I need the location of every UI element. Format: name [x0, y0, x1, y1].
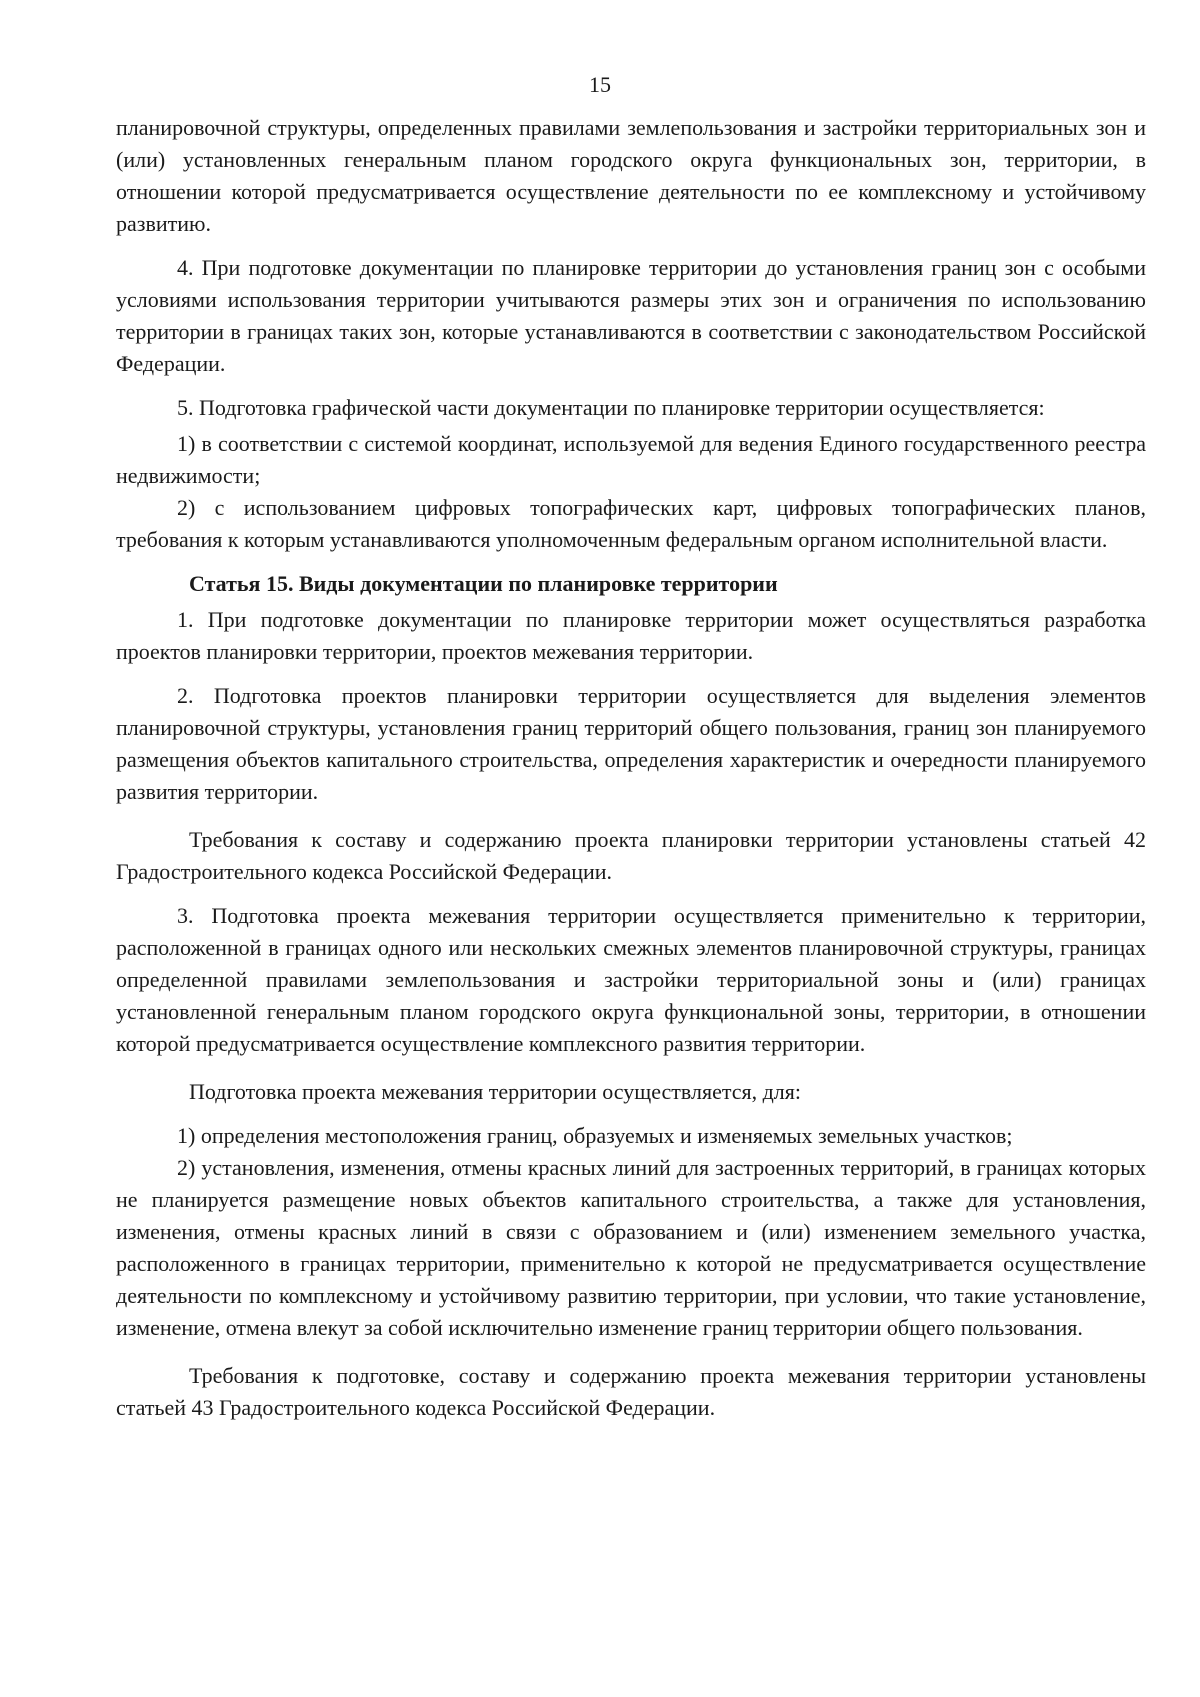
list-item-1: 1) в соответствии с системой координат, используемой для ведения Единого государственного реестра недвижимости;: [116, 431, 1146, 488]
list-item-2: 2) с использованием цифровых топографических карт, цифровых топографических планов, требования к которым устанавливаются уполномоченным федеральным органом исполнительной власти.: [116, 495, 1146, 552]
paragraph-item-5: 5. Подготовка графической части документации по планировке территории осуществляется:: [177, 395, 1045, 420]
requirements-surveying-project: Требования к подготовке, составу и содержанию проекта межевания территории установлены статьей 43 Градостроительного кодекса Российской Федерации.: [116, 1363, 1146, 1420]
paragraph-item-4: 4. При подготовке документации по планировке территории до установления границ зон с особыми условиями использования территории учитываются размеры этих зон и ограничения по использованию территории в границах таких зон, которые устанавливаются в соответствии с законодательством Российской Федерации.: [116, 255, 1146, 376]
paragraph-continuation: планировочной структуры, определенных правилами землепользования и застройки территориальных зон и (или) установленных генеральным планом городского округа функциональных зон, территории, в отношении которой предусматривается осуществление деятельности по ее комплексному и устойчивому развитию.: [116, 115, 1146, 236]
article-heading: Статья 15. Виды документации по планировке территории: [189, 571, 778, 596]
surveying-purpose-intro: Подготовка проекта межевания территории осуществляется, для:: [189, 1079, 802, 1104]
document-body: [116, 112, 1146, 1424]
article-paragraph-2: 2. Подготовка проектов планировки территории осуществляется для выделения элементов планировочной структуры, установления границ территорий общего пользования, границ зон планируемого размещения объектов капитального строительства, определения характеристик и очередности планируемого развития территории.: [116, 683, 1146, 804]
page-number: 15: [589, 72, 611, 97]
article-paragraph-1: 1. При подготовке документации по планировке территории может осуществляться разработка проектов планировки территории, проектов межевания территории.: [116, 607, 1146, 664]
requirements-planning-project: Требования к составу и содержанию проекта планировки территории установлены статьей 42 Градостроительного кодекса Российской Федерации.: [116, 827, 1146, 884]
surveying-purpose-2: 2) установления, изменения, отмены красных линий для застроенных территорий, в границах которых не планируется размещение новых объектов капитального строительства, а также для установления, изменения, отмены красных линий в связи с образованием и (или) изменением земельного участка, расположенного в границах территории, применительно к которой не предусматривается осуществление деятельности по комплексному и устойчивому развитию территории, при условии, что такие установление, изменение, отмена влекут за собой исключительно изменение границ территории общего пользования.: [116, 1155, 1146, 1340]
surveying-purpose-1: 1) определения местоположения границ, образуемых и изменяемых земельных участков;: [177, 1123, 1013, 1148]
article-paragraph-3: 3. Подготовка проекта межевания территории осуществляется применительно к территории, расположенной в границах одного или нескольких смежных элементов планировочной структуры, границах определенной правилами землепользования и застройки территориальной зоны и (или) границах установленной генеральным планом городского округа функциональной зоны, территории, в отношении которой предусматривается осуществление комплексного развития территории.: [116, 903, 1146, 1056]
